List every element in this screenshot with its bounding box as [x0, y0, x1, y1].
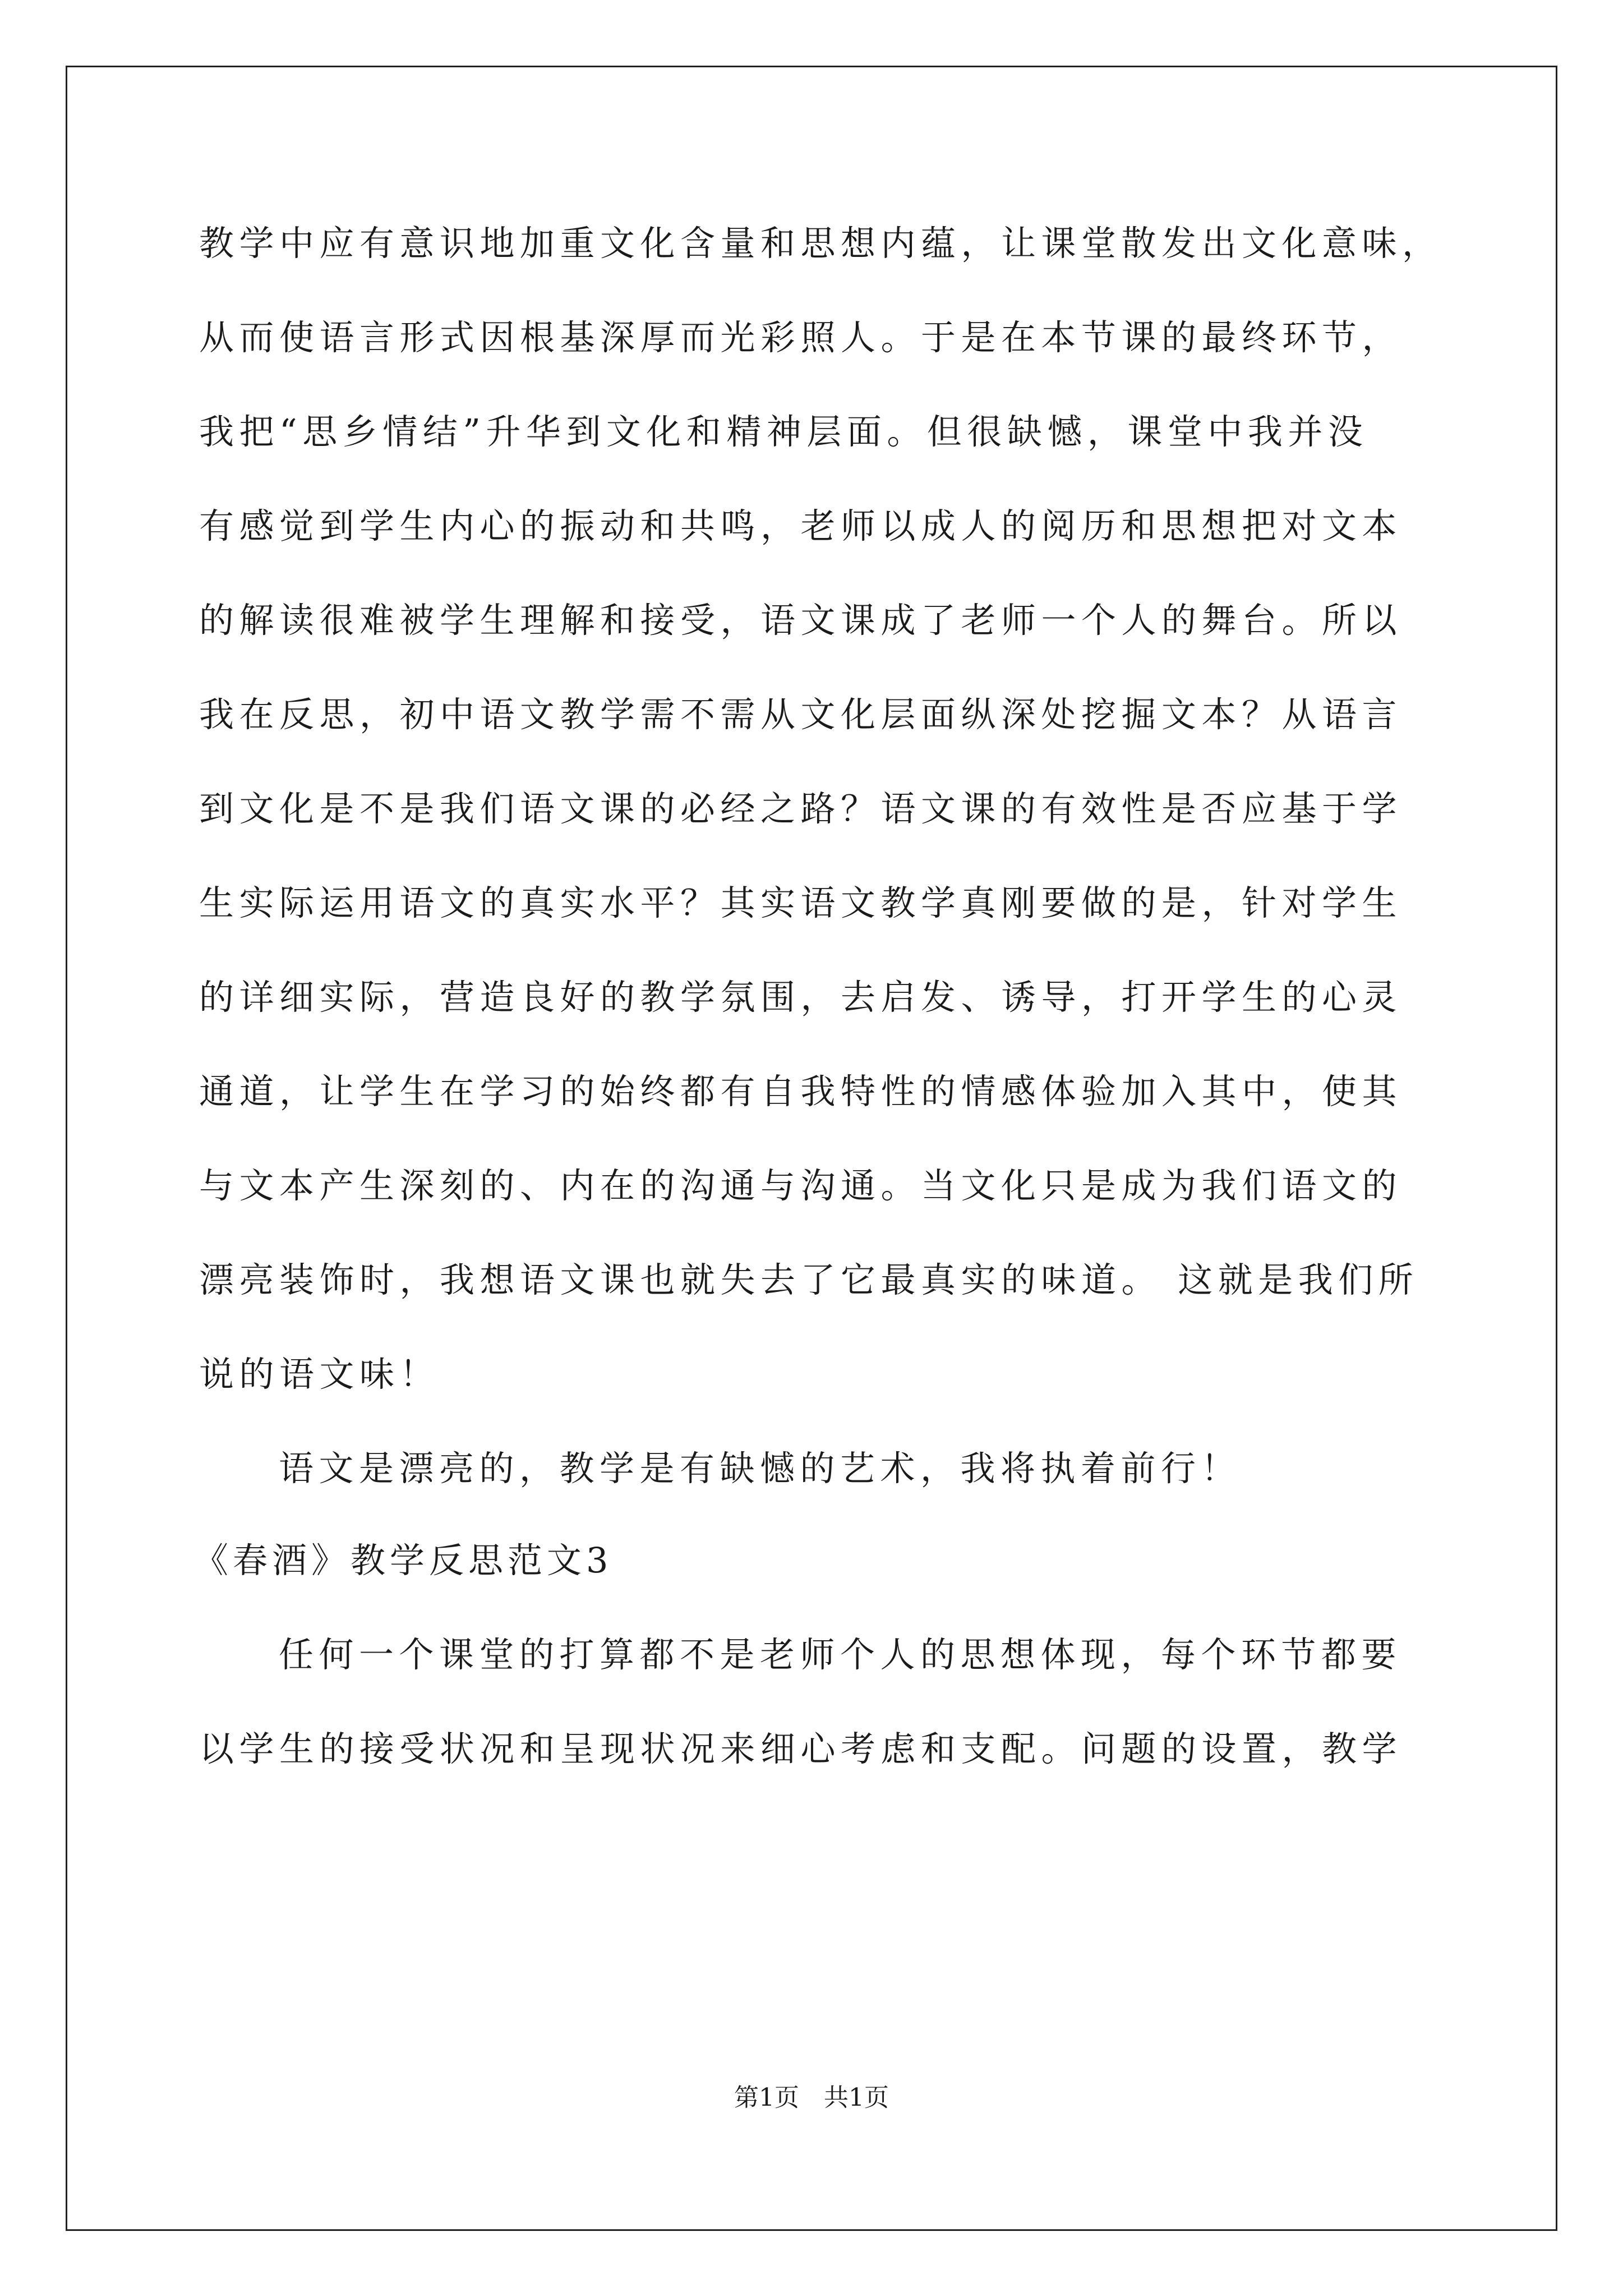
paragraph-line: 的解读很难被学生理解和接受，语文课成了老师一个人的舞台。所以 [199, 600, 1403, 641]
paragraph-line: 的详细实际，营造良好的教学氛围，去启发、诱导，打开学生的心灵 [199, 977, 1403, 1018]
section-heading: 《春酒》教学反思范文3 [193, 1540, 613, 1581]
paragraph-line: 说的语文味！ [199, 1354, 440, 1395]
paragraph-line: 到文化是不是我们语文课的必经之路？语文课的有效性是否应基于学 [199, 788, 1403, 829]
paragraph-line: 任何一个课堂的打算都不是老师个人的思想体现，每个环节都要 [279, 1634, 1402, 1675]
paragraph-line: 与文本产生深刻的、内在的沟通与沟通。当文化只是成为我们语文的 [199, 1165, 1403, 1206]
paragraph-line: 我把“思乡情结”升华到文化和精神层面。但很缺憾，课堂中我并没 [199, 411, 1368, 452]
paragraph-line: 通道，让学生在学习的始终都有自我特性的情感体验加入其中，使其 [199, 1071, 1403, 1112]
paragraph-line: 我在反思，初中语文教学需不需从文化层面纵深处挖掘文本？从语言 [199, 694, 1403, 735]
paragraph-line: 有感觉到学生内心的振动和共鸣，老师以成人的阅历和思想把对文本 [199, 505, 1403, 546]
paragraph-line: 以学生的接受状况和呈现状况来细心考虑和支配。问题的设置，教学 [199, 1728, 1403, 1769]
paragraph-line: 从而使语言形式因根基深厚而光彩照人。于是在本节课的最终环节， [199, 317, 1403, 358]
page-number: 第1页 共1页 [734, 2083, 889, 2112]
page-border [66, 66, 1557, 2231]
paragraph-line: 生实际运用语文的真实水平？其实语文教学真刚要做的是，针对学生 [199, 882, 1403, 923]
paragraph-line: 漂亮装饰时，我想语文课也就失去了它最真实的味道。 这就是我们所 [199, 1259, 1419, 1300]
paragraph-line: 语文是漂亮的，教学是有缺憾的艺术，我将执着前行！ [279, 1448, 1242, 1489]
paragraph-line: 教学中应有意识地加重文化含量和思想内蕴，让课堂散发出文化意味， [199, 223, 1442, 264]
